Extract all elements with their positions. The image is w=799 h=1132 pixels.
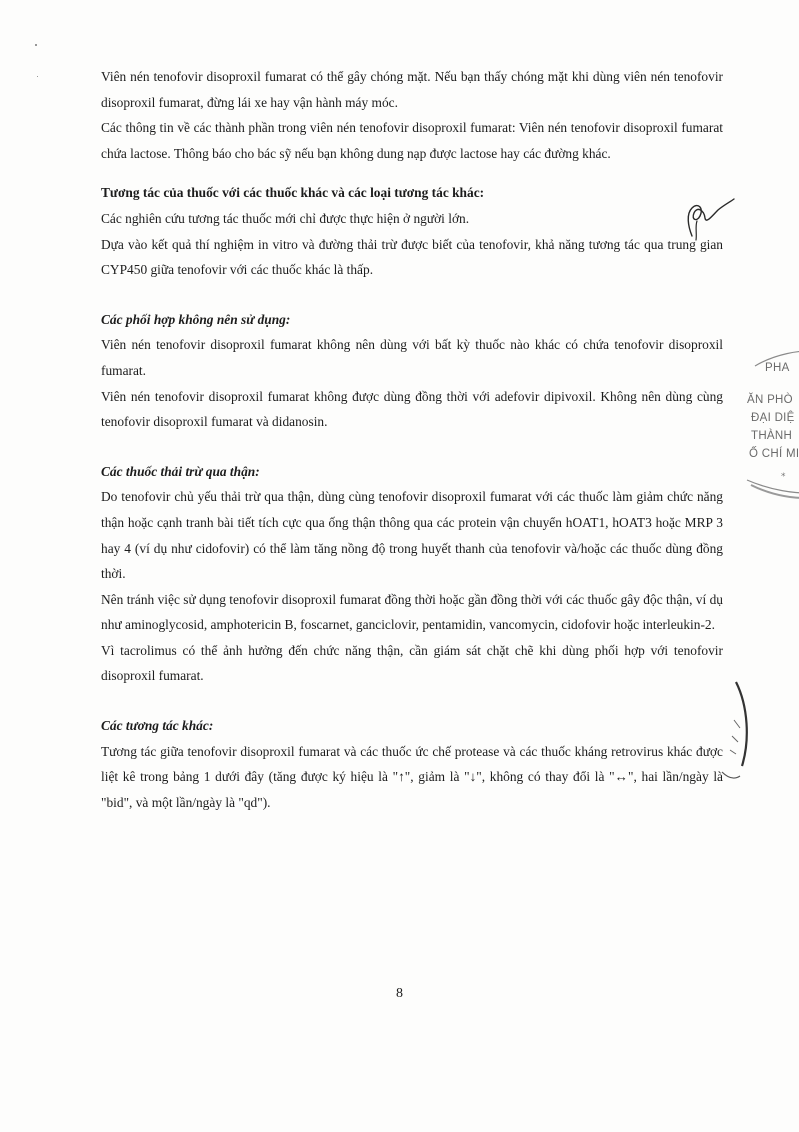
paragraph: Vì tacrolimus có thể ảnh hưởng đến chức năng thận, cần giám sát chặt chẽ khi dùng phối hợp với tenofovir disoproxil fumarat. [101, 642, 723, 684]
scan-speck [35, 44, 37, 46]
paragraph: Tương tác giữa tenofovir disoproxil fumarat và các thuốc ức chế protease và các thuốc kháng retrovirus khác được liệt kê trong bảng 1 dưới đây (tăng được ký hiệu là "↑", giảm là "↓", không có thay đổi là "↔", hai lần/ngày là "bid", và một lần/ngày là "qd"). [101, 743, 723, 810]
section-heading: Tương tác của thuốc với các thuốc khác và các loại tương tác khác: [101, 185, 485, 201]
paragraph: Dựa vào kết quả thí nghiệm in vitro và đường thải trừ được biết của tenofovir, khả năng tương tác qua trung gian CYP450 giữa tenofovir với các thuốc khác là thấp. [101, 236, 723, 278]
scan-speck [37, 76, 38, 77]
stamp-text: Ố CHÍ MI [749, 448, 799, 460]
stamp-text: THÀNH [751, 430, 793, 442]
paragraph: Nên tránh việc sử dụng tenofovir disoproxil fumarat đồng thời hoặc gần đồng thời với các thuốc gây độc thận, ví dụ như aminoglycosid, amphotericin B, foscarnet, ganciclovir, pentamidin, vancomycin, cidofovir hoặc interleukin-2. [101, 591, 723, 633]
stamp-text: ĂN PHÒ [747, 394, 793, 406]
page-number: 8 [396, 986, 403, 1001]
paragraph: Viên nén tenofovir disoproxil fumarat không được dùng đồng thời với adefovir dipivoxil. Không nên dùng cùng tenofovir disoproxil fumarat và didanosin. [101, 388, 723, 430]
stamp-arc-icon [712, 680, 752, 790]
paragraph: Do tenofovir chủ yếu thải trừ qua thận, dùng cùng tenofovir disoproxil fumarat với các thuốc làm giảm chức năng thận hoặc cạnh tranh bài tiết tích cực qua ống thận thông qua các protein vận chuyển hOAT1, hOAT3 hoặc MRP 3 hay 4 (ví dụ như cidofovir) có thể làm tăng nồng độ trong huyết thanh của tenofovir và/hoặc các thuốc dùng đồng thời. [101, 489, 723, 582]
svg-text:*: * [781, 472, 786, 482]
paragraph: Các thông tin về các thành phần trong viên nén tenofovir disoproxil fumarat: Viên nén tenofovir disoproxil fumarat chứa lactose. Thông báo cho bác sỹ nếu bạn không dung nạp được lactose hay các đường khác. [101, 120, 723, 161]
stamp-text: PHA [765, 362, 790, 374]
paragraph: Các nghiên cứu tương tác thuốc mới chỉ được thực hiện ở người lớn. [101, 210, 470, 226]
stamp-text: ĐẠI DIỆ [751, 412, 795, 424]
official-stamp [735, 340, 799, 510]
document-body [101, 64, 723, 815]
paragraph: Viên nén tenofovir disoproxil fumarat không nên dùng với bất kỳ thuốc nào khác có chứa tenofovir disoproxil fumarat. [101, 337, 723, 378]
subsection-heading: Các thuốc thải trừ qua thận: [101, 463, 260, 479]
subsection-heading: Các phối hợp không nên sử dụng: [101, 311, 291, 327]
signature-mark [678, 196, 738, 246]
subsection-heading: Các tương tác khác: [101, 718, 214, 734]
paragraph: Viên nén tenofovir disoproxil fumarat có thể gây chóng mặt. Nếu bạn thấy chóng mặt khi dùng viên nén tenofovir disoproxil fumarat, đừng lái xe hay vận hành máy móc. [101, 69, 723, 110]
